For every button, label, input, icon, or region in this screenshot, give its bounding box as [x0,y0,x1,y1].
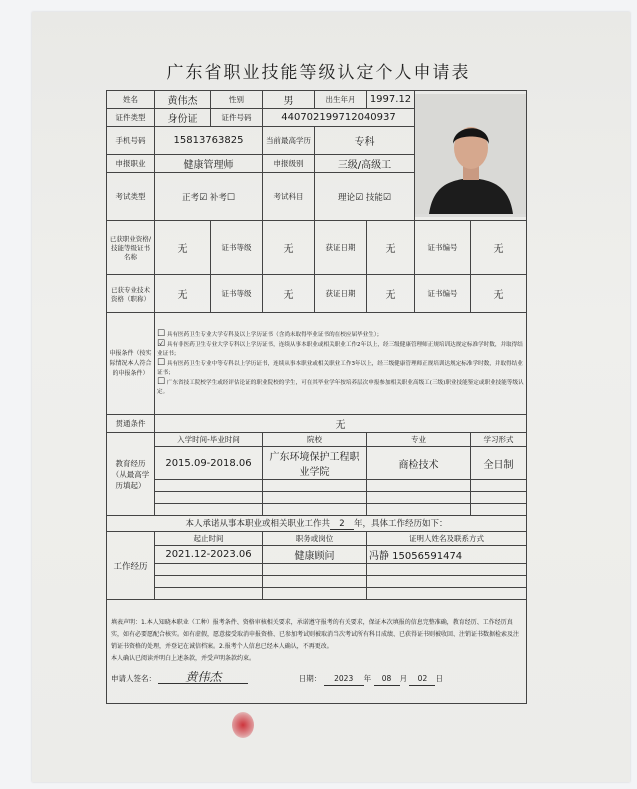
id-number-value: 440702199712040937 [263,109,415,127]
name-value: 黄伟杰 [155,91,211,109]
professional-cert-no-label: 证书编号 [415,275,471,313]
conditions-label: 申报条件（按实际情况本人符合的申报条件） [107,313,155,415]
job-label: 申报职业 [107,155,155,173]
education-school: 广东环境保护工程职业学院 [263,447,367,480]
exam-normal-checkbox[interactable]: ☑ [199,192,208,203]
date-year-unit: 年 [363,674,372,683]
subject-options [315,173,415,221]
theory-checkbox[interactable]: ☑ [355,192,364,203]
date-year: 2023 [324,673,364,686]
education-history-label: 教育经历（从最高学历填起） [107,433,155,516]
id-type-value: 身份证 [155,109,211,127]
row-conditions [107,313,527,415]
education-major: 商检技术 [367,447,471,480]
table-row [107,564,527,576]
table-row [107,588,527,600]
condition-checkbox[interactable]: ☑ [157,339,166,349]
work-header-period: 起止时间 [155,532,263,546]
work-intro [107,516,527,532]
condition-checkbox[interactable]: ☐ [157,358,166,368]
gender-value: 男 [263,91,315,109]
id-number-label: 证件号码 [211,109,263,127]
row-basic-info [107,91,527,109]
work-period: 2021.12-2023.06 [155,546,263,564]
skill-label: 技能 [365,192,383,203]
vocational-cert-no-label: 证书编号 [415,221,471,275]
photo-cell [415,91,527,221]
exam-normal-label: 正考 [182,192,200,203]
pass-label: 贯通条件 [107,415,155,433]
education-mode: 全日制 [471,447,527,480]
table-row [107,447,527,480]
vocational-date-value: 无 [367,221,415,275]
condition-text: 具有医药卫生专业大学专科及以上学历证书（含尚未取得毕业证书的在校应届毕业生）； [166,332,383,338]
id-type-label: 证件类型 [107,109,155,127]
date-day-unit: 日 [435,674,443,683]
work-history-label: 工作经历 [107,532,155,600]
education-header-row [107,433,527,447]
date-label: 日期： [298,674,322,683]
signature-value: 黄伟杰 [158,671,248,684]
professional-level-label: 证书等级 [211,275,263,313]
exam-makeup-checkbox[interactable]: ☐ [226,192,235,203]
condition-item [157,359,524,378]
form-title: 广东省职业技能等级认定个人申请表 [166,63,471,83]
work-years: 2 [330,519,354,530]
row-vocational-cert [107,221,527,275]
level-label: 申报级别 [263,155,315,173]
application-form-table [106,90,527,704]
row-professional-title [107,275,527,313]
work-intro-suffix: 年，具体工作经历如下： [354,519,448,529]
conditions-list [155,313,527,415]
work-header-row [107,532,527,546]
professional-level-value: 无 [263,275,315,313]
date-month: 08 [374,673,400,686]
applicant-photo [415,94,526,217]
date-day: 02 [409,673,435,686]
birth-label: 出生年月 [315,91,367,109]
row-pass-condition [107,415,527,433]
education-period: 2015.09-2018.06 [155,447,263,480]
skill-checkbox[interactable]: ☑ [382,192,391,203]
education-label: 当前最高学历 [263,127,315,155]
condition-item [157,378,524,397]
birth-value: 1997.12 [367,91,415,109]
theory-label: 理论 [338,192,356,203]
phone-label: 手机号码 [107,127,155,155]
gender-label: 性别 [211,91,263,109]
work-position: 健康顾问 [263,546,367,564]
name-label: 姓名 [107,91,155,109]
professional-cert-no-value: 无 [471,275,527,313]
vocational-cert-label: 已获职业资格/技能等级证书名称 [107,221,155,275]
level-value: 三级/高级工 [315,155,415,173]
table-row [107,576,527,588]
vocational-level-value: 无 [263,221,315,275]
condition-checkbox[interactable]: ☐ [157,329,166,339]
person-silhouette-icon [415,94,526,214]
professional-title-label: 已获专业技术资格（职称） [107,275,155,313]
table-row [107,546,527,564]
row-work-intro [107,516,527,532]
job-value: 健康管理师 [155,155,263,173]
phone-value: 15813763825 [155,127,263,155]
table-row [107,480,527,492]
work-header-position: 职务或岗位 [263,532,367,546]
vocational-cert-value: 无 [155,221,211,275]
work-witness: 冯静 15056591474 [367,546,527,564]
condition-text: 具有非医药卫生专业大学专科以上学历证书，连续从事本职业或相关职业工作2年以上，经三级健康管理师正规培训达规定标准学时数，并取得结业证书； [157,342,523,357]
condition-text: 广东省技工院校学生或经评估论证的职业院校的学生，可在其毕业学年按培养层次申报参加相关职业高级工(三级)职业技能鉴定或职业技能等级认定。 [157,380,524,395]
condition-item [157,330,524,340]
education-header-period: 入学时间-毕业时间 [155,433,263,447]
fingerprint-stamp [232,712,254,738]
condition-text: 具有医药卫生专业中等专科以上学历证书，连续从事本职业或相关职业工作3年以上，经三级健康管理师正规培训达规定标准学时数，并取得结业证书； [157,361,523,376]
condition-checkbox[interactable]: ☐ [157,377,166,387]
declaration-text: 填表声明：1.本人知晓本职业（工种）报考条件、资格审核相关要求，承诺遵守报考的有关要求，保证本次填报的信息完整准确，教育经历、工作经历真实，如有必要愿配合核实。如有虚假，愿意接受取消申报资格、已参加考试则被取消当次考试所有科目成绩、已获得证书则被收回、注销证书数据检索及注销证书资格的处理，并登记在诚信档案。2.报考个人信息已经本人确认，不再更改。 [111,619,520,650]
date-month-unit: 月 [399,674,408,683]
declaration [107,600,527,704]
vocational-cert-no-value: 无 [471,221,527,275]
declaration-confirm: 本人确认已阅读并明白上述条款，并受声明条款约束。 [111,655,256,662]
exam-type-options [155,173,263,221]
exam-makeup-label: 补考 [209,192,227,203]
table-row [107,504,527,516]
signature-label: 申请人签名： [111,674,156,683]
exam-type-label: 考试类型 [107,173,155,221]
condition-item [157,340,524,359]
education-header-school: 院校 [263,433,367,447]
table-row [107,492,527,504]
education-header-mode: 学习形式 [471,433,527,447]
vocational-level-label: 证书等级 [211,221,263,275]
work-header-witness: 证明人姓名及联系方式 [367,532,527,546]
row-declaration [107,600,527,704]
professional-date-value: 无 [367,275,415,313]
professional-title-value: 无 [155,275,211,313]
subject-label: 考试科目 [263,173,315,221]
pass-value: 无 [155,415,527,433]
education-header-major: 专业 [367,433,471,447]
work-intro-prefix: 本人承诺从事本职业或相关职业工作共 [185,519,330,529]
vocational-date-label: 获证日期 [315,221,367,275]
professional-date-label: 获证日期 [315,275,367,313]
education-value: 专科 [315,127,415,155]
signature-row [111,671,522,686]
